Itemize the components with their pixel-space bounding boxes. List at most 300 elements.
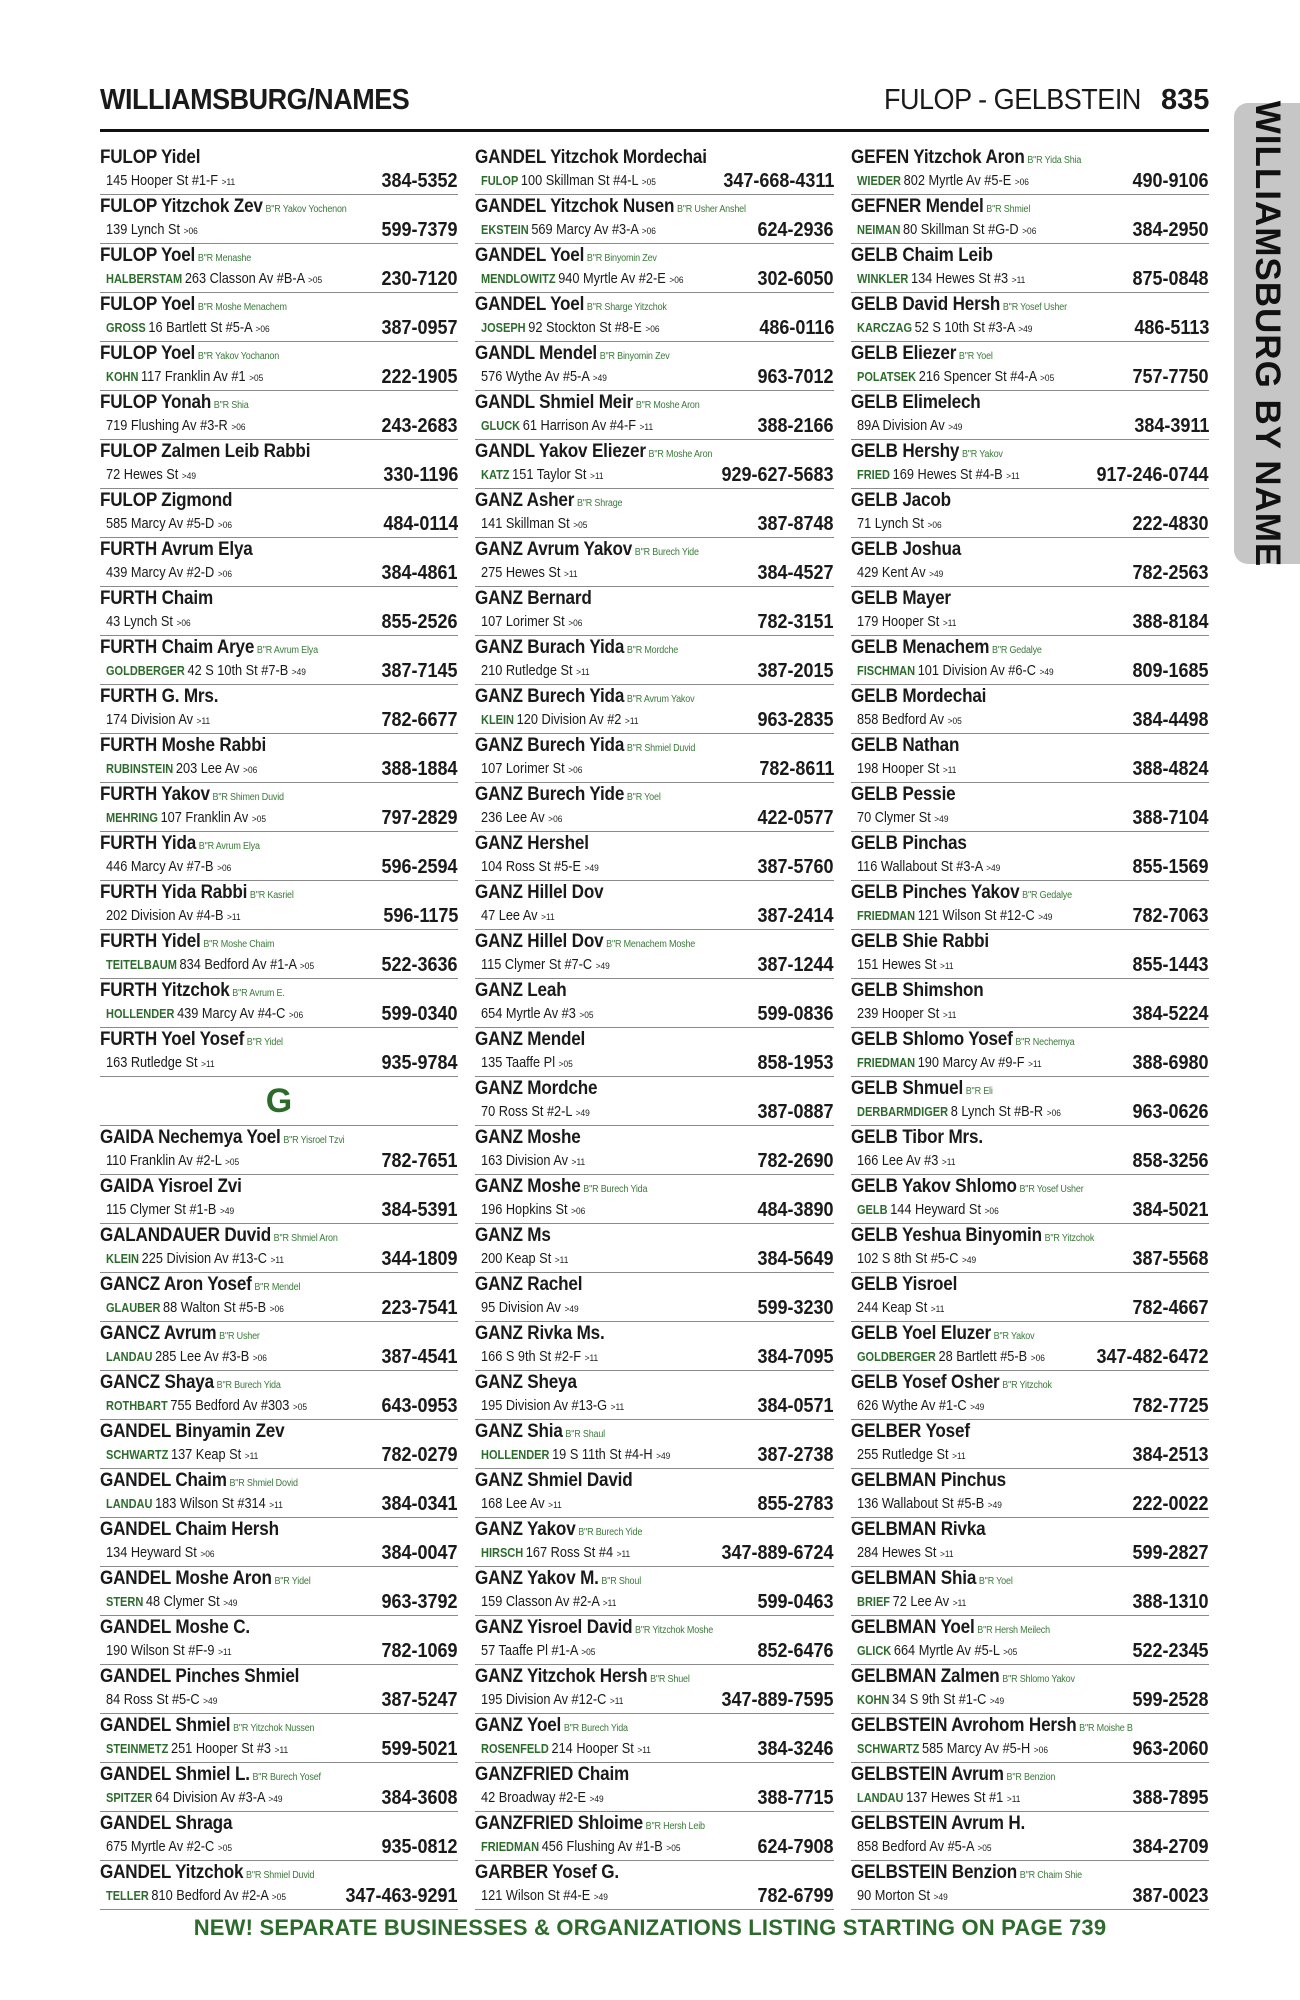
father-name: B"R Burech Yosef	[252, 1772, 321, 1783]
family-name: STEINMETZ	[106, 1742, 169, 1756]
listing-name-line	[851, 833, 967, 855]
phone-number: 522-2345	[1132, 1640, 1209, 1662]
listing-address-line	[857, 663, 1054, 679]
street-address: 120 Division Av #2	[516, 712, 622, 728]
zip-code: >06	[176, 618, 191, 629]
phone-number: 809-1685	[1132, 660, 1209, 682]
zip-code: >11	[942, 1010, 957, 1021]
father-name: B"R Yakov	[961, 449, 1003, 460]
street-address: 84 Ross St #5-C	[106, 1692, 200, 1708]
listing-name-line	[100, 833, 260, 855]
listing-address-line	[857, 1153, 955, 1169]
listing-name: GANZ Bernard	[475, 588, 592, 609]
listing-address-line	[857, 614, 956, 630]
father-name: B"R Gedalye	[992, 645, 1042, 656]
street-address: 858 Bedford Av #5-A	[857, 1839, 974, 1855]
listing-entry	[475, 342, 834, 391]
street-address: 28 Bartlett #5-B	[938, 1349, 1028, 1365]
street-address: 57 Taaffe Pl #1-A	[481, 1643, 578, 1659]
listing-name: FURTH Yakov	[100, 784, 210, 805]
listing-address-line	[857, 1202, 999, 1218]
listing-entry	[851, 1420, 1209, 1469]
phone-number: 599-2827	[1132, 1542, 1209, 1564]
father-name: B"R Moshe Chaim	[203, 939, 275, 950]
listing-entry	[100, 1518, 458, 1567]
zip-code: >11	[218, 1647, 232, 1658]
listing-address-line	[481, 1447, 670, 1463]
listing-name-line	[851, 686, 986, 708]
listing-address-line	[857, 1594, 966, 1610]
listing-address-line	[857, 810, 948, 826]
listing-name-line	[851, 539, 961, 561]
listing-address-line	[106, 810, 266, 826]
phone-number: 782-3151	[757, 611, 834, 633]
zip-code: >11	[1011, 275, 1026, 286]
street-address: 719 Flushing Av #3-R	[106, 418, 228, 434]
listing-name: GELBSTEIN Avrohom Hersh	[851, 1715, 1077, 1736]
listing-address-line	[857, 859, 1000, 875]
zip-code: >05	[947, 716, 962, 727]
listing-address-line	[481, 614, 582, 630]
phone-number: 782-7063	[1132, 905, 1209, 927]
listing-address-line	[481, 1055, 573, 1071]
listing-name-line	[100, 1372, 281, 1394]
zip-code: >11	[571, 1157, 586, 1168]
phone-number: 344-1809	[381, 1248, 458, 1270]
listing-name-line	[851, 1029, 1074, 1051]
phone-number: 484-0114	[382, 513, 458, 535]
side-tab-label: WILLIAMSBURG BY NAME	[1248, 100, 1287, 567]
street-address: 196 Hopkins St	[481, 1202, 568, 1218]
father-name: B"R Yoel	[958, 351, 993, 362]
street-address: 239 Hooper St	[857, 1006, 940, 1022]
phone-number: 387-5247	[381, 1689, 458, 1711]
listing-name: GELB Pinchas	[851, 833, 967, 854]
street-address: 89A Division Av	[857, 418, 945, 434]
listing-name-line	[851, 637, 1042, 659]
father-name: B"R Yitzchok Nussen	[233, 1723, 315, 1734]
family-name: MENDLOWITZ	[481, 272, 556, 286]
zip-code: >06	[641, 226, 656, 237]
listing-name: FURTH G. Mrs.	[100, 686, 219, 707]
zip-code: >05	[641, 177, 656, 188]
listing-name: FULOP Yidel	[100, 147, 201, 168]
listing-entry	[100, 1028, 458, 1077]
page-number: 835	[1161, 84, 1210, 116]
listing-address-line	[857, 1545, 954, 1561]
listing-name-line	[851, 980, 984, 1002]
listing-entry	[475, 832, 834, 881]
phone-number: 624-2936	[757, 219, 834, 241]
listing-entry	[851, 195, 1209, 244]
listing-name: GANDEL Pinches Shmiel	[100, 1666, 300, 1687]
listing-name: GANZ Asher	[475, 490, 575, 511]
listing-name: FURTH Yida	[100, 833, 197, 854]
phone-number: 963-0626	[1132, 1101, 1209, 1123]
zip-code: >05	[299, 961, 315, 972]
zip-code: >49	[584, 863, 599, 874]
phone-number: 388-1310	[1132, 1591, 1209, 1613]
family-name: WINKLER	[857, 272, 909, 286]
family-name: LANDAU	[106, 1350, 153, 1364]
listing-address-line	[857, 1741, 1048, 1757]
listing-entry	[851, 832, 1209, 881]
listing-name: GANZ Sheya	[475, 1372, 577, 1393]
listing-name: GANZ Yakov M.	[475, 1568, 599, 1589]
listing-name: GELB Pinches Yakov	[851, 882, 1020, 903]
listing-name-line	[475, 1078, 597, 1100]
phone-number: 387-7145	[381, 660, 458, 682]
listing-name-line	[851, 1666, 1075, 1688]
listing-name-line	[475, 1666, 690, 1688]
father-name: B"R Yosef Usher	[1002, 302, 1067, 313]
family-name: GLAUBER	[106, 1301, 161, 1315]
listing-name-line	[475, 1421, 605, 1443]
listing-name: GELBMAN Shia	[851, 1568, 977, 1589]
listing-entry	[100, 1861, 458, 1910]
phone-number: 486-5113	[1133, 317, 1209, 339]
street-address: 107 Lorimer St	[481, 614, 565, 630]
footer-notice: NEW! SEPARATE BUSINESSES & ORGANIZATIONS LISTING STARTING ON PAGE 739	[193, 1915, 1107, 1940]
father-name: B"R Yida Shia	[1027, 155, 1082, 166]
father-name: B"R Shmiel Aron	[273, 1233, 338, 1244]
zip-code: >49	[1038, 912, 1053, 923]
listing-address-line	[857, 1496, 1002, 1512]
zip-code: >11	[576, 667, 590, 678]
listing-name: FURTH Avrum Elya	[100, 539, 253, 560]
column-3	[851, 146, 1209, 1910]
listing-entry	[100, 979, 458, 1028]
phone-number: 963-2835	[757, 709, 834, 731]
listing-entry	[851, 1665, 1209, 1714]
zip-code: >11	[244, 1451, 259, 1462]
listing-entry	[475, 1616, 834, 1665]
phone-number: 963-3792	[381, 1591, 458, 1613]
zip-code: >11	[227, 912, 241, 923]
listing-address-line	[106, 712, 210, 728]
listing-name-line	[100, 196, 347, 218]
listing-entry	[475, 1518, 834, 1567]
listing-address-line	[481, 1643, 595, 1659]
listing-entry	[475, 244, 834, 293]
street-address: 137 Hewes St #1	[906, 1790, 1004, 1806]
listing-address-line	[106, 1643, 232, 1659]
listing-name-line	[100, 1127, 345, 1149]
zip-code: >06	[568, 618, 583, 629]
listing-address-line	[481, 369, 607, 385]
street-address: 151 Taylor St	[512, 467, 587, 483]
phone-number: 855-1569	[1132, 856, 1209, 878]
listing-name-line	[100, 637, 318, 659]
street-address: 569 Marcy Av #3-A	[531, 222, 639, 238]
listing-name-line	[475, 931, 695, 953]
listing-entry	[475, 195, 834, 244]
zip-code: >05	[217, 1843, 233, 1854]
listing-entry	[851, 538, 1209, 587]
listing-address-line	[481, 467, 604, 483]
listing-address-line	[106, 761, 257, 777]
street-address: 439 Marcy Av #4-C	[177, 1006, 286, 1022]
listing-entry	[475, 881, 834, 930]
listing-name: GEFEN Yitzchok Aron	[851, 147, 1025, 168]
listing-name-line	[475, 1225, 551, 1247]
family-name: GOLDBERGER	[106, 664, 185, 678]
listing-address-line	[481, 1692, 623, 1708]
listing-address-line	[481, 712, 639, 728]
listing-entry	[851, 1322, 1209, 1371]
listing-address-line	[481, 418, 653, 434]
father-name: B"R Shrage	[576, 498, 623, 509]
zip-code: >06	[984, 1206, 999, 1217]
family-name: NEIMAN	[857, 223, 901, 237]
father-name: B"R Shmiel Dovid	[229, 1478, 298, 1489]
listing-address-line	[106, 222, 198, 238]
section-title: WILLIAMSBURG/NAMES	[100, 84, 410, 116]
listing-name: GANZ Moshe	[475, 1176, 581, 1197]
street-address: 121 Wilson St #12-C	[917, 908, 1035, 924]
listing-address-line	[106, 957, 314, 973]
family-name: GELB	[857, 1203, 888, 1217]
phone-number: 782-2690	[757, 1150, 834, 1172]
listing-address-line	[481, 1545, 630, 1561]
listing-entry	[100, 832, 458, 881]
phone-number: 384-3608	[381, 1787, 458, 1809]
family-name: FRIEDMAN	[857, 909, 916, 923]
listing-entry	[851, 1077, 1209, 1126]
listing-name-line	[475, 1176, 647, 1198]
zip-code: >11	[1006, 1794, 1021, 1805]
listing-name: GELB Eliezer	[851, 343, 957, 364]
zip-code: >05	[558, 1059, 573, 1070]
street-address: 195 Division Av #13-G	[481, 1398, 608, 1414]
father-name: B"R Yakov	[993, 1331, 1035, 1342]
phone-number: 388-7104	[1132, 807, 1209, 829]
zip-code: >49	[223, 1598, 238, 1609]
listing-name-line	[100, 1421, 284, 1443]
phone-number: 384-4498	[1132, 709, 1209, 731]
phone-number: 347-482-6472	[1096, 1346, 1209, 1368]
family-name: KARCZAG	[857, 321, 912, 335]
listing-entry	[100, 391, 458, 440]
listing-name: GANDEL Yitzchok	[100, 1862, 244, 1883]
listing-entry	[851, 979, 1209, 1028]
listing-name-line	[851, 1813, 1025, 1835]
street-address: 70 Clymer St	[857, 810, 931, 826]
street-address: 183 Wilson St #314	[155, 1496, 266, 1512]
listing-name-line	[475, 1127, 581, 1149]
zip-code: >11	[269, 1500, 283, 1511]
street-address: 110 Franklin Av #2-L	[106, 1153, 222, 1169]
listing-name-line	[100, 245, 251, 267]
phone-number: 855-2526	[381, 611, 458, 633]
listing-entry	[851, 636, 1209, 685]
listing-name: FURTH Yidel	[100, 931, 201, 952]
phone-number: 486-0116	[758, 317, 834, 339]
street-address: 225 Division Av #13-C	[141, 1251, 267, 1267]
listing-address-line	[106, 1790, 283, 1806]
zip-code: >11	[616, 1549, 631, 1560]
zip-code: >11	[548, 1500, 562, 1511]
listing-entry	[100, 1126, 458, 1175]
father-name: B"R Moishe B	[1079, 1723, 1133, 1734]
listing-entry	[851, 1518, 1209, 1567]
father-name: B"R Yidel	[274, 1576, 311, 1587]
listing-address-line	[106, 663, 306, 679]
father-name: B"R Sharge Yitzchok	[586, 302, 667, 313]
listing-name: GANDEL Chaim Hersh	[100, 1519, 279, 1540]
family-name: TELLER	[106, 1889, 149, 1903]
father-name: B"R Moshe Aron	[635, 400, 700, 411]
street-address: 43 Lynch St	[106, 614, 173, 630]
listing-name-line	[851, 1372, 1052, 1394]
zip-code: >49	[929, 569, 944, 580]
zip-code: >05	[249, 373, 264, 384]
street-address: 834 Bedford Av #1-A	[179, 957, 297, 973]
listing-name-line	[475, 490, 622, 512]
listing-address-line	[857, 1447, 966, 1463]
father-name: B"R Yoel	[978, 1576, 1013, 1587]
listing-entry	[851, 1371, 1209, 1420]
father-name: B"R Burech Yida	[583, 1184, 648, 1195]
phone-number: 929-627-5683	[721, 464, 834, 486]
listing-address-line	[106, 1839, 232, 1855]
listing-address-line	[106, 1006, 303, 1022]
listing-address-line	[481, 1202, 585, 1218]
zip-code: >49	[948, 422, 963, 433]
listing-name: GANDEL Chaim	[100, 1470, 227, 1491]
listing-entry	[475, 783, 834, 832]
street-address: 16 Bartlett St #5-A	[148, 320, 252, 336]
listing-name-line	[851, 1568, 1013, 1590]
listing-name: GELB Yisroel	[851, 1274, 958, 1295]
family-name: HOLLENDER	[481, 1448, 550, 1462]
listing-entry	[475, 1420, 834, 1469]
street-address: 92 Stockton St #8-E	[528, 320, 642, 336]
street-address: 244 Keap St	[857, 1300, 928, 1316]
street-address: 88 Walton St #5-B	[163, 1300, 267, 1316]
family-name: ROSENFELD	[481, 1742, 549, 1756]
zip-code: >06	[568, 765, 583, 776]
phone-number: 387-0023	[1132, 1885, 1209, 1907]
listing-name: GELB Pessie	[851, 784, 956, 805]
listing-address-line	[857, 957, 954, 973]
listing-name: GANDEL Shraga	[100, 1813, 233, 1834]
listing-address-line	[481, 663, 590, 679]
street-address: 107 Franklin Av	[160, 810, 249, 826]
zip-code: >06	[217, 520, 233, 531]
phone-number: 243-2683	[381, 415, 458, 437]
phone-number: 384-2513	[1132, 1444, 1209, 1466]
father-name: B"R Yidel	[246, 1037, 283, 1048]
listing-entry	[100, 1175, 458, 1224]
phone-number: 387-8748	[757, 513, 834, 535]
listing-name-line	[475, 735, 695, 757]
phone-number: 384-5224	[1132, 1003, 1209, 1025]
father-name: B"R Hersh Leib	[645, 1821, 705, 1832]
phone-number: 384-2709	[1132, 1836, 1209, 1858]
listing-name-line	[851, 392, 981, 414]
zip-code: >06	[571, 1206, 586, 1217]
family-name: FRIEDMAN	[857, 1056, 916, 1070]
listing-address-line	[857, 1251, 976, 1267]
listing-entry	[851, 146, 1209, 195]
listing-name-line	[475, 882, 603, 904]
listing-name-line	[100, 343, 279, 365]
listing-name: GELB Elimelech	[851, 392, 981, 413]
listing-entry	[100, 1273, 458, 1322]
listing-name-line	[851, 343, 993, 365]
listing-name: GANZ Rachel	[475, 1274, 583, 1295]
listing-address-line	[857, 173, 1029, 189]
zip-code: >11	[609, 1696, 624, 1707]
listing-name: GANZ Mordche	[475, 1078, 598, 1099]
listing-name: GELBMAN Zalmen	[851, 1666, 1000, 1687]
zip-code: >06	[1014, 177, 1029, 188]
listing-address-line	[857, 712, 962, 728]
listing-address-line	[481, 1251, 568, 1267]
zip-code: >11	[942, 618, 957, 629]
listing-name: GANZ Burech Yida	[475, 735, 625, 756]
listing-address-line	[857, 271, 1025, 287]
phone-number: 384-0341	[381, 1493, 458, 1515]
zip-code: >49	[987, 1500, 1002, 1511]
listing-address-line	[106, 271, 322, 287]
zip-code: >06	[1030, 1353, 1045, 1364]
street-address: 200 Keap St	[481, 1251, 552, 1267]
listing-entry	[100, 783, 458, 832]
listing-entry	[475, 587, 834, 636]
phone-number: 935-0812	[381, 1836, 458, 1858]
zip-code: >05	[579, 1010, 594, 1021]
listing-name-line	[851, 1617, 1050, 1639]
listing-address-line	[106, 516, 232, 532]
listing-address-line	[857, 1839, 992, 1855]
listing-name-line	[475, 196, 746, 218]
zip-code: >11	[942, 765, 957, 776]
zip-code: >11	[930, 1304, 945, 1315]
listing-address-line	[857, 369, 1054, 385]
phone-number: 384-2950	[1132, 219, 1209, 241]
listing-entry	[475, 1224, 834, 1273]
phone-number: 917-246-0744	[1096, 464, 1209, 486]
listing-entry	[851, 1028, 1209, 1077]
zip-code: >11	[221, 177, 236, 188]
street-address: 802 Myrtle Av #5-E	[903, 173, 1012, 189]
listing-name-line	[851, 1274, 957, 1296]
phone-number: 855-1443	[1132, 954, 1209, 976]
listing-entry	[851, 391, 1209, 440]
street-address: 166 Lee Av #3	[857, 1153, 939, 1169]
listing-entry	[100, 1616, 458, 1665]
street-address: 169 Hewes St #4-B	[892, 467, 1003, 483]
street-address: 134 Hewes St #3	[910, 271, 1009, 287]
listing-name-line	[100, 441, 310, 463]
listing-name-line	[100, 686, 218, 708]
zip-code: >06	[255, 324, 270, 335]
listing-address-line	[481, 1006, 594, 1022]
phone-number: 852-6476	[757, 1640, 834, 1662]
zip-code: >11	[589, 471, 604, 482]
listing-name: FULOP Zalmen Leib Rabbi	[100, 441, 311, 462]
listing-address-line	[106, 1496, 283, 1512]
father-name: B"R Burech Yida	[563, 1723, 628, 1734]
listing-name-line	[851, 588, 951, 610]
zip-code: >11	[270, 1255, 285, 1266]
listing-name-line	[100, 147, 200, 169]
listing-entry	[100, 1665, 458, 1714]
street-address: 80 Skillman St #G-D	[903, 222, 1019, 238]
zip-code: >06	[548, 814, 563, 825]
